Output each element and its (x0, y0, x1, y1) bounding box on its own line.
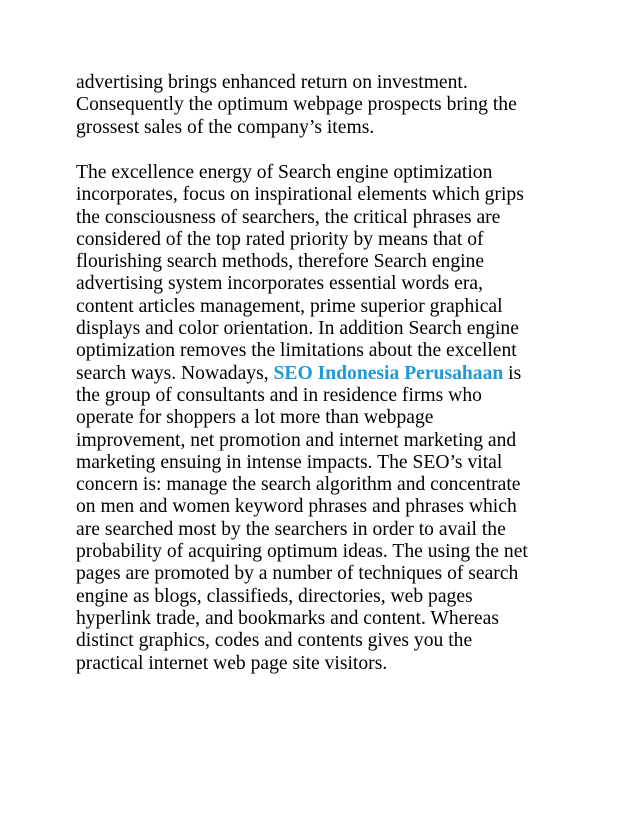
paragraph-line: advertising system incorporates essential words era, (76, 273, 484, 295)
paragraph-1 (76, 72, 576, 139)
paragraph-line: hyperlink trade, and bookmarks and content. Whereas (76, 607, 499, 629)
paragraph-line: marketing ensuing in intense impacts. The SEO’s vital (76, 451, 503, 473)
link-line-suffix: is (503, 362, 522, 384)
paragraph-line: The excellence energy of Search engine optimization (76, 162, 493, 183)
paragraph-line: improvement, net promotion and internet marketing and (76, 429, 517, 451)
paragraph-line: considered of the top rated priority by means that of (76, 228, 484, 250)
paragraph-line: on men and women keyword phrases and phrases which (76, 496, 517, 518)
paragraph-line: concern is: manage the search algorithm and concentrate (76, 474, 521, 496)
paragraph-line: engine as blogs, classifieds, directories, web pages (76, 585, 473, 607)
paragraph-line: Consequently the optimum webpage prospects bring the (76, 94, 517, 116)
paragraph-line: optimization removes the limitations about the excellent (76, 340, 517, 362)
paragraph-line: probability of acquiring optimum ideas. The using the net (76, 541, 528, 563)
paragraph-line: distinct graphics, codes and contents gives you the (76, 630, 473, 652)
paragraph-line: grossest sales of the company’s items. (76, 116, 375, 138)
paragraph-line: are searched most by the searchers in order to avail the (76, 518, 506, 540)
paragraph-line: content articles management, prime superior graphical (76, 295, 503, 317)
paragraph-line: the group of consultants and in residence firms who (76, 384, 482, 406)
paragraph-line: displays and color orientation. In addition Search engine (76, 318, 519, 340)
link-line (76, 363, 576, 385)
seo-indonesia-link[interactable]: SEO Indonesia Perusahaan (273, 362, 504, 384)
paragraph-line: the consciousness of searchers, the critical phrases are (76, 206, 501, 228)
paragraph-line: practical internet web page site visitors. (76, 652, 388, 674)
paragraph-line: advertising brings enhanced return on investment. (76, 72, 468, 93)
link-line-prefix: search ways. Nowadays, (76, 362, 274, 384)
paragraph-line: flourishing search methods, therefore Search engine (76, 251, 485, 273)
paragraph-line: incorporates, focus on inspirational elements which grips (76, 184, 524, 206)
paragraph-2 (76, 162, 576, 675)
paragraph-line: operate for shoppers a lot more than webpage (76, 407, 434, 429)
paragraph-line: pages are promoted by a number of techniques of search (76, 563, 519, 585)
